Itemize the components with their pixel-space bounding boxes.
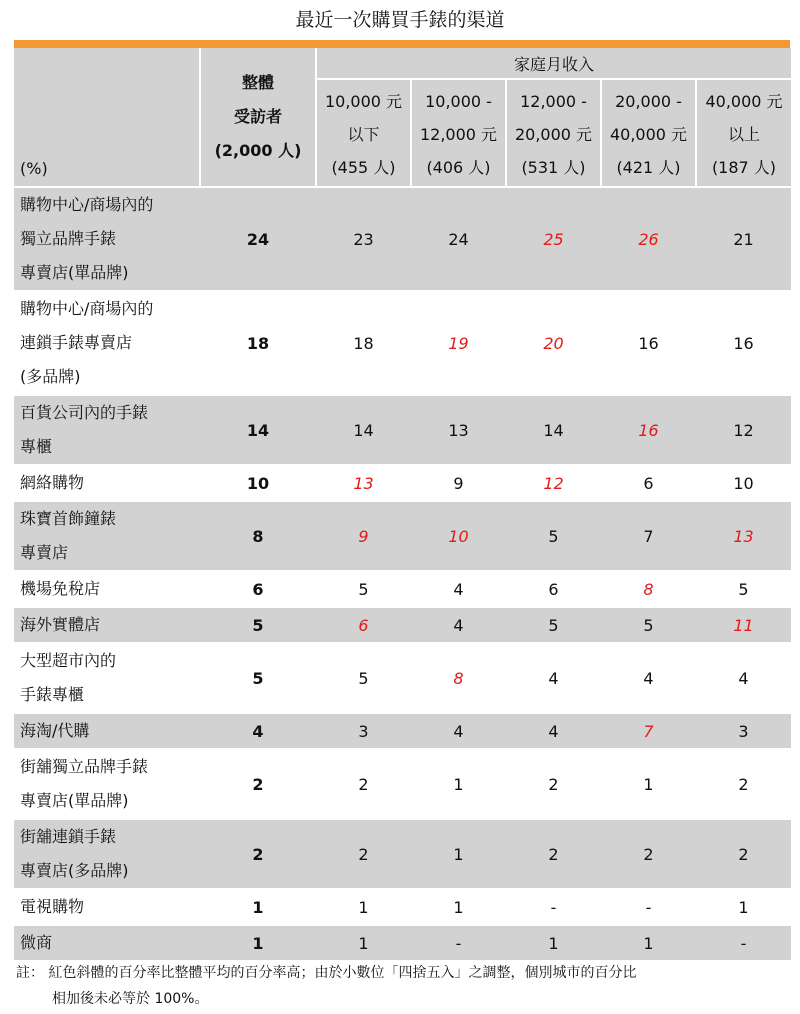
row-label-line: 專櫃	[20, 437, 53, 456]
orange-accent-bar	[14, 40, 790, 48]
income-value: 4	[696, 643, 791, 713]
income-value: 24	[411, 187, 506, 291]
overall-value: 6	[200, 571, 316, 607]
income-column-header-line: (455 人)	[331, 157, 396, 177]
row-label-line: (多品牌)	[20, 367, 81, 386]
income-value: 23	[316, 187, 411, 291]
income-value: 2	[506, 819, 601, 889]
overall-header	[200, 48, 316, 187]
income-value: 2	[696, 819, 791, 889]
row-label-line: 街舖獨立品牌手錶	[20, 757, 149, 776]
income-value: 6	[506, 571, 601, 607]
income-value: 9	[316, 501, 411, 571]
income-column-header-line: (421 人)	[616, 157, 681, 177]
income-value: 1	[316, 889, 411, 925]
income-value: 6	[316, 607, 411, 643]
income-value: -	[411, 925, 506, 960]
income-value: 1	[411, 889, 506, 925]
footnote-line: 相加後未必等於 100%。	[52, 991, 209, 1007]
income-value: 12	[696, 395, 791, 465]
row-label-line: 海淘/代購	[20, 721, 90, 740]
income-value: -	[601, 889, 696, 925]
income-column-header-line: 12,000 元	[419, 124, 498, 144]
income-column-header-line: (531 人)	[521, 157, 586, 177]
income-value: 1	[411, 749, 506, 819]
row-label	[14, 465, 200, 501]
footnote	[16, 960, 786, 1012]
row-label-line: 手錶專櫃	[20, 685, 85, 704]
income-column-header-line: (187 人)	[711, 157, 777, 177]
income-value: 8	[601, 571, 696, 607]
row-label	[14, 571, 200, 607]
unit-label: (%)	[14, 48, 200, 187]
income-value: 2	[601, 819, 696, 889]
row-label	[14, 501, 200, 571]
table-row	[14, 713, 791, 749]
row-label-line: 百貨公司內的手錶	[20, 403, 149, 422]
income-value: 1	[316, 925, 411, 960]
income-value: 7	[601, 501, 696, 571]
overall-value: 4	[200, 713, 316, 749]
overall-value: 5	[200, 643, 316, 713]
income-value: 10	[411, 501, 506, 571]
income-column-header-line: (406 人)	[426, 157, 491, 177]
channel-table	[14, 48, 791, 960]
income-value: 4	[411, 713, 506, 749]
income-value: 5	[696, 571, 791, 607]
table-row	[14, 465, 791, 501]
overall-value: 2	[200, 819, 316, 889]
income-value: 1	[601, 925, 696, 960]
row-label-line: 購物中心/商場內的	[20, 299, 154, 318]
row-label-line: 專賣店(單品牌)	[20, 791, 129, 810]
overall-value: 1	[200, 889, 316, 925]
income-value: 4	[601, 643, 696, 713]
income-column-header-line: 以下	[347, 124, 380, 144]
row-label-line: 專賣店(多品牌)	[20, 861, 129, 880]
income-value: -	[696, 925, 791, 960]
row-label	[14, 291, 200, 395]
income-value: 3	[316, 713, 411, 749]
income-value: 3	[696, 713, 791, 749]
table-row	[14, 395, 791, 465]
income-value: 2	[506, 749, 601, 819]
income-column-header-line: 12,000 -	[520, 91, 587, 111]
income-value: 16	[696, 291, 791, 395]
income-column-header	[601, 79, 696, 187]
income-value: 12	[506, 465, 601, 501]
income-column-header	[411, 79, 506, 187]
row-label	[14, 643, 200, 713]
row-label-line: 獨立品牌手錶	[20, 229, 117, 248]
chart-title: 最近一次購買手錶的渠道	[295, 9, 505, 31]
income-value: 14	[506, 395, 601, 465]
table-row	[14, 643, 791, 713]
income-value: 5	[316, 643, 411, 713]
row-label-line: 電視購物	[20, 897, 85, 916]
income-column-header-line: 以上	[727, 124, 760, 144]
overall-header-line: (2,000 人)	[214, 141, 302, 160]
income-value: 10	[696, 465, 791, 501]
row-label	[14, 395, 200, 465]
overall-header-line: 整體	[241, 73, 274, 92]
income-value: 14	[316, 395, 411, 465]
table-row	[14, 607, 791, 643]
overall-header-line: 受訪者	[233, 107, 282, 126]
income-value: 16	[601, 291, 696, 395]
income-value: 25	[506, 187, 601, 291]
overall-value: 2	[200, 749, 316, 819]
income-value: 1	[411, 819, 506, 889]
row-label	[14, 749, 200, 819]
row-label-line: 珠寶首飾鐘錶	[20, 509, 117, 528]
row-label-line: 微商	[20, 933, 53, 952]
income-value: 5	[601, 607, 696, 643]
income-value: 4	[411, 607, 506, 643]
overall-value: 10	[200, 465, 316, 501]
row-label	[14, 187, 200, 291]
row-label-line: 專賣店	[20, 543, 69, 562]
income-value: 6	[601, 465, 696, 501]
income-value: 13	[696, 501, 791, 571]
table-row	[14, 925, 791, 960]
income-value: 26	[601, 187, 696, 291]
table-row	[14, 291, 791, 395]
row-label	[14, 819, 200, 889]
income-column-header	[316, 79, 411, 187]
row-label-line: 大型超市內的	[20, 651, 117, 670]
income-value: 5	[316, 571, 411, 607]
income-column-header	[696, 79, 791, 187]
income-group-header: 家庭月收入	[316, 48, 791, 79]
income-value: 1	[506, 925, 601, 960]
income-column-header-line: 40,000 元	[705, 91, 783, 111]
income-value: 2	[316, 749, 411, 819]
row-label-line: 海外實體店	[20, 615, 101, 634]
income-value: 13	[316, 465, 411, 501]
row-label-line: 連鎖手錶專賣店	[20, 333, 133, 352]
overall-value: 5	[200, 607, 316, 643]
table-row	[14, 501, 791, 571]
row-label	[14, 889, 200, 925]
row-label-line: 購物中心/商場內的	[20, 195, 154, 214]
income-column-header-line: 10,000 -	[425, 91, 492, 111]
overall-value: 14	[200, 395, 316, 465]
income-value: 18	[316, 291, 411, 395]
income-column-header-line: 40,000 元	[609, 124, 688, 144]
income-column-header	[506, 79, 601, 187]
table-row	[14, 819, 791, 889]
income-value: 11	[696, 607, 791, 643]
income-value: 5	[506, 501, 601, 571]
income-value: 2	[316, 819, 411, 889]
income-value: 5	[506, 607, 601, 643]
overall-value: 8	[200, 501, 316, 571]
table-row	[14, 889, 791, 925]
income-value: -	[506, 889, 601, 925]
income-value: 4	[411, 571, 506, 607]
overall-value: 18	[200, 291, 316, 395]
table-row	[14, 187, 791, 291]
income-value: 4	[506, 713, 601, 749]
table-row	[14, 749, 791, 819]
income-value: 8	[411, 643, 506, 713]
table-row	[14, 571, 791, 607]
income-value: 13	[411, 395, 506, 465]
income-value: 9	[411, 465, 506, 501]
income-value: 19	[411, 291, 506, 395]
footnote-line: 註： 紅色斜體的百分率比整體平均的百分率高；由於小數位「四捨五入」之調整，個別城市的百分比	[16, 965, 637, 981]
row-label-line: 網絡購物	[20, 473, 85, 492]
income-column-header-line: 10,000 元	[324, 91, 403, 111]
income-value: 1	[696, 889, 791, 925]
overall-value: 24	[200, 187, 316, 291]
income-column-header-line: 20,000 元	[514, 124, 593, 144]
row-label	[14, 713, 200, 749]
row-label	[14, 607, 200, 643]
income-value: 4	[506, 643, 601, 713]
row-label-line: 專賣店(單品牌)	[20, 263, 129, 282]
income-value: 7	[601, 713, 696, 749]
income-value: 2	[696, 749, 791, 819]
income-value: 1	[601, 749, 696, 819]
row-label-line: 街舖連鎖手錶	[20, 827, 117, 846]
income-value: 16	[601, 395, 696, 465]
income-value: 21	[696, 187, 791, 291]
overall-value: 1	[200, 925, 316, 960]
income-value: 20	[506, 291, 601, 395]
row-label-line: 機場免稅店	[20, 579, 101, 598]
income-column-header-line: 20,000 -	[615, 91, 682, 111]
row-label	[14, 925, 200, 960]
